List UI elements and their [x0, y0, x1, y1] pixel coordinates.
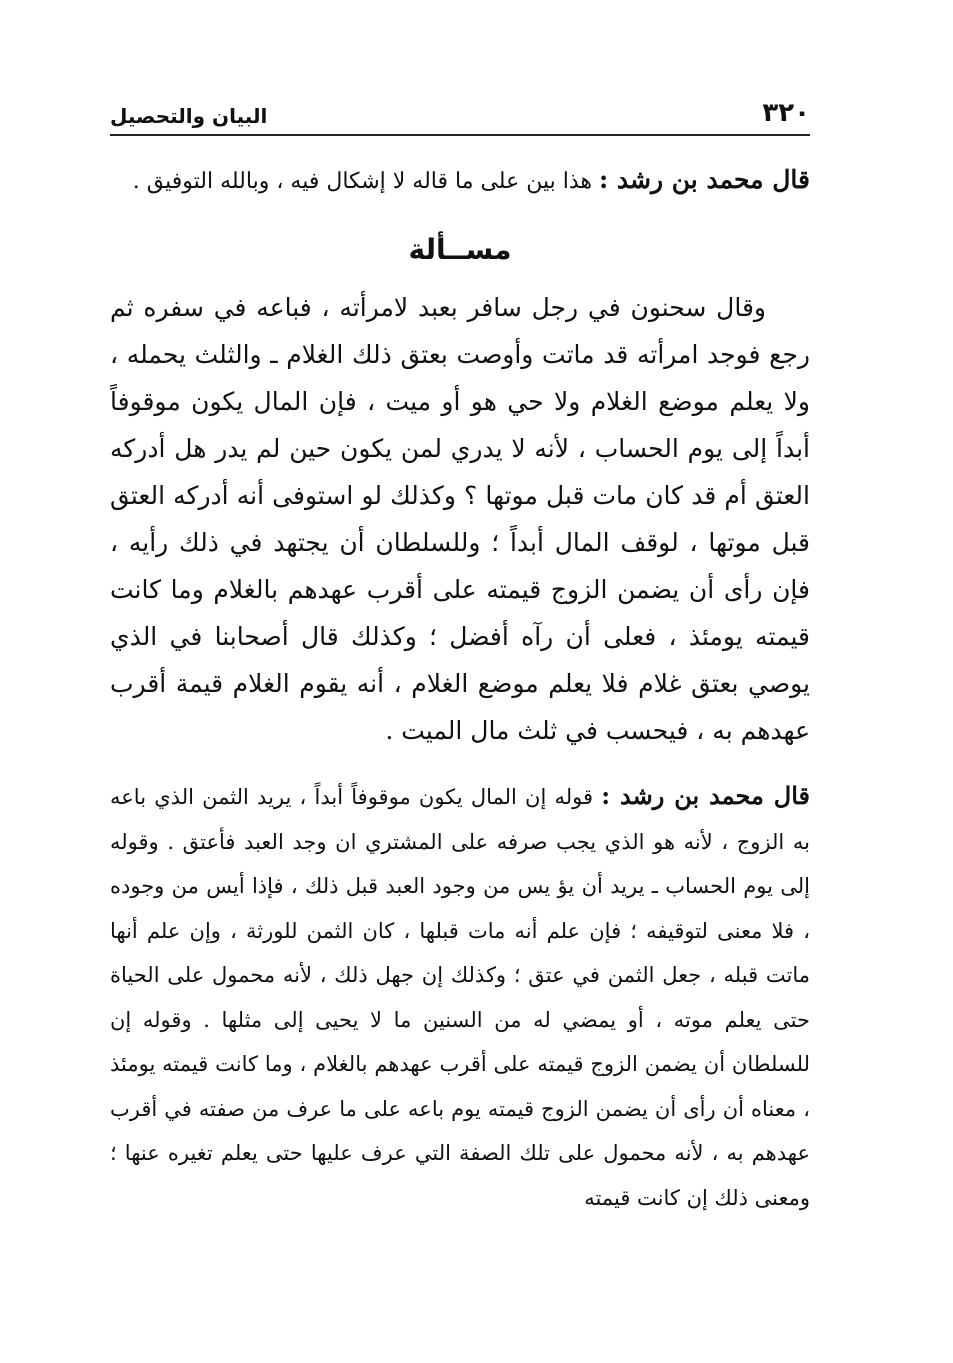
commentary-text: هذا بين على ما قاله لا إشكال فيه ، وبالله التوفيق . [132, 169, 592, 194]
main-text-paragraph: وقال سحنون في رجل سافر بعبد لامرأته ، فباعه في سفره ثم رجع فوجد امرأته قد ماتت وأوصت بعتق ذلك الغلام ـ والثلث يحمله ، ولا يعلم موضع الغلام ولا حي هو أو ميت ، فإن المال يكون موقوفاً أبداً إلى يوم الحساب ، لأنه لا يدري لمن يكون حين لم يدر هل أدركه العتق أم قد كان مات قبل موتها ؟ وكذلك لو استوفى أنه أدركه العتق قبل موتها ، لوقف المال أبداً ؛ وللسلطان أن يجتهد في ذلك رأيه ، فإن رأى أن يضمن الزوج قيمته على أقرب عهدهم بالغلام وما كانت قيمته يومئذ ، فعلى أن رآه أفضل ؛ وكذلك قال أصحابنا في الذي يوصي بعتق غلام فلا يعلم موضع الغلام ، أنه يقوم الغلام قيمة أقرب عهدهم به ، فيحسب في ثلث مال الميت . [110, 293, 810, 745]
commentary-text-2: قوله إن المال يكون موقوفاً أبداً ، يريد الثمن الذي باعه به الزوج ، لأنه هو الذي يجب صرفه على المشتري ان وجد العبد فأعتق . وقوله إلى يوم الحساب ـ يريد أن يؤ يس من وجود العبد قبل ذلك ، فإذا أيس من وجوده ، فلا معنى لتوقيفه ؛ فإن علم أنه مات قبلها ، كان الثمن للورثة ، وإن علم أنها ماتت قبله ، جعل الثمن في عتق ؛ وكذلك إن جهل ذلك ، لأنه محمول على الحياة حتى يعلم موته ، أو يمضي له من السنين ما لا يحيى إلى مثلها . وقوله إن للسلطان أن يضمن الزوج قيمته على أقرب عهدهم بالغلام ، وما كانت قيمته يومئذ ، معناه أن رأى أن يضمن الزوج قيمته يوم باعه على ما عرف من صفته في أقرب عهدهم به ، لأنه محمول على تلك الصفة التي عرف عليها حتى يعلم تغيره عنها ؛ ومعنى ذلك إن كانت قيمته [110, 785, 810, 1210]
commentary-speaker-2: قال محمد بن رشد : [601, 781, 810, 810]
commentary-paragraph [110, 152, 810, 210]
page-number: ٣٢٠ [762, 98, 810, 128]
commentary-speaker: قال محمد بن رشد : [598, 165, 810, 194]
book-title: البيان والتحصيل [110, 104, 268, 128]
running-header [110, 88, 810, 136]
book-page [110, 88, 810, 1220]
section-title: مســألة [408, 233, 512, 266]
commentary-paragraph-2 [110, 774, 810, 1220]
